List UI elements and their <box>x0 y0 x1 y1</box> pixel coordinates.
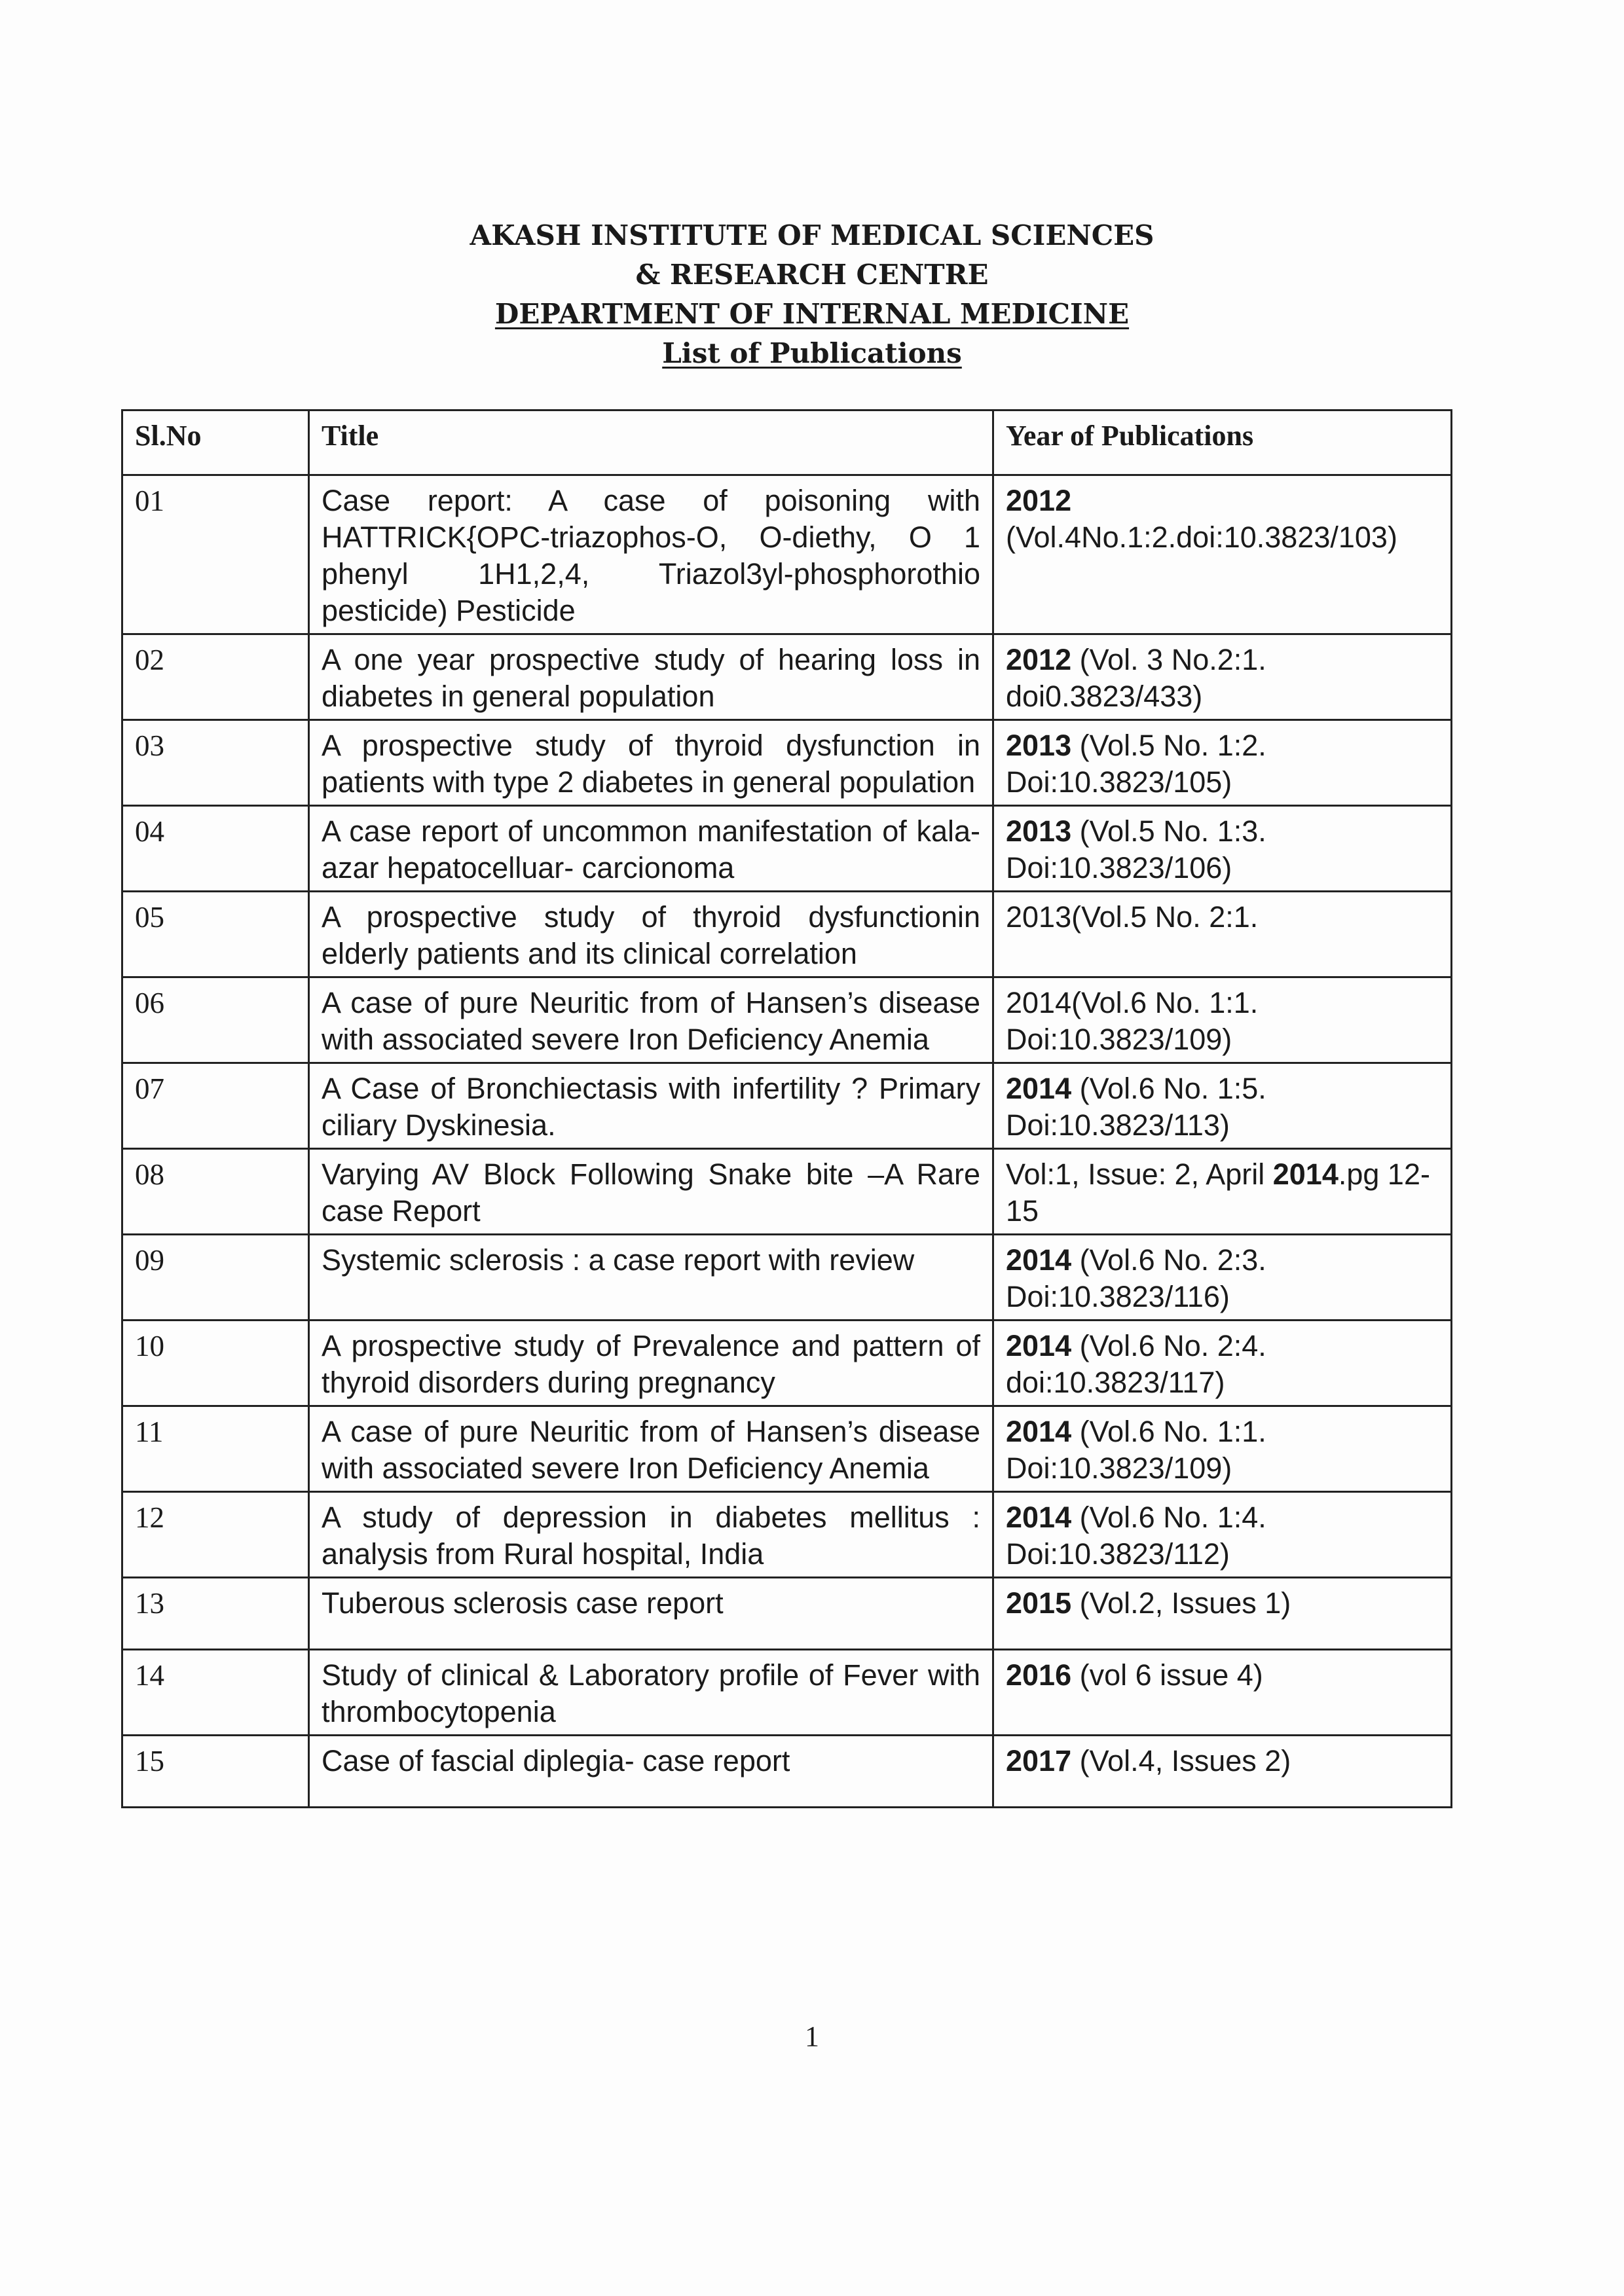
publication-title-cell: A Case of Bronchiectasis with infertility ? Primary ciliary Dyskinesia. <box>309 1063 993 1149</box>
publication-year-cell <box>993 806 1452 892</box>
serial-number-cell: 02 <box>122 634 309 720</box>
publications-table <box>121 409 1452 1808</box>
publication-year-cell <box>993 720 1452 806</box>
publication-year-cell <box>993 1321 1452 1406</box>
publication-details: (vol 6 issue 4) <box>1079 1658 1263 1692</box>
table-header-row <box>122 410 1452 475</box>
serial-number-cell: 07 <box>122 1063 309 1149</box>
table-row <box>122 1650 1452 1736</box>
publication-year: 2014 <box>1006 1415 1072 1448</box>
publication-year: 2015 <box>1006 1586 1072 1620</box>
publication-year-cell <box>993 1492 1452 1578</box>
page-number: 1 <box>805 2020 819 2052</box>
publication-year-cell <box>993 892 1452 977</box>
list-title: List of Publications <box>662 337 962 369</box>
publication-details: (Vol. 3 No.2:1. doi0.3823/433) <box>1006 643 1266 713</box>
publication-details: (Vol.6 No. 1:4. Doi:10.3823/112) <box>1006 1501 1266 1571</box>
publication-details: (Vol.4No.1:2.doi:10.3823/103) <box>1006 520 1397 554</box>
publication-title-cell: Case of fascial diplegia- case report <box>309 1736 993 1808</box>
column-header-year: Year of Publications <box>993 410 1452 475</box>
table-row <box>122 977 1452 1063</box>
serial-number-cell: 10 <box>122 1321 309 1406</box>
publication-year-cell <box>993 475 1452 634</box>
institute-name-line1: AKASH INSTITUTE OF MEDICAL SCIENCES <box>470 219 1154 251</box>
publication-details: (Vol.5 No. 1:3. Doi:10.3823/106) <box>1006 814 1266 884</box>
publication-year: 2016 <box>1006 1658 1072 1692</box>
publication-title-cell: A prospective study of Prevalence and pattern of thyroid disorders during pregnancy <box>309 1321 993 1406</box>
publication-title-cell: Case report: A case of poisoning with HATTRICK{OPC-triazophos-O, O-diethy, O 1 phenyl 1H1,2,4, Triazol3yl-phosphorothio pesticide) Pesticide <box>309 475 993 634</box>
publication-year-cell <box>993 634 1452 720</box>
table-row <box>122 1492 1452 1578</box>
publication-year: 2012 <box>1006 484 1072 517</box>
serial-number-cell: 08 <box>122 1149 309 1235</box>
publication-year: 2014 <box>1006 1329 1072 1362</box>
publication-year: 2013 <box>1006 729 1072 762</box>
publication-title-cell: Study of clinical & Laboratory profile of Fever with thrombocytopenia <box>309 1650 993 1736</box>
publication-details: (Vol.6 No. 2:4. doi:10.3823/117) <box>1006 1329 1266 1399</box>
table-row <box>122 1063 1452 1149</box>
table-row <box>122 634 1452 720</box>
serial-number-cell: 11 <box>122 1406 309 1492</box>
publication-title-cell: A case of pure Neuritic from of Hansen’s disease with associated severe Iron Deficiency Anemia <box>309 1406 993 1492</box>
publication-year: 2013 <box>1006 814 1072 848</box>
table-row <box>122 1235 1452 1321</box>
serial-number-cell: 01 <box>122 475 309 634</box>
publication-year: 2014 <box>1006 1072 1072 1105</box>
publication-title-cell: A prospective study of thyroid dysfunctionin elderly patients and its clinical correlation <box>309 892 993 977</box>
table-row <box>122 1736 1452 1808</box>
table-row <box>122 806 1452 892</box>
column-header-slno: Sl.No <box>122 410 309 475</box>
publication-title-cell: Systemic sclerosis : a case report with review <box>309 1235 993 1321</box>
publication-title-cell: Tuberous sclerosis case report <box>309 1578 993 1650</box>
serial-number-cell: 15 <box>122 1736 309 1808</box>
publication-details: 2014(Vol.6 No. 1:1. Doi:10.3823/109) <box>1006 986 1259 1056</box>
table-row <box>122 1578 1452 1650</box>
column-header-title: Title <box>309 410 993 475</box>
publication-title-cell: A case of pure Neuritic from of Hansen’s disease with associated severe Iron Deficiency Anemia <box>309 977 993 1063</box>
institute-name-line2: & RESEARCH CENTRE <box>635 259 989 291</box>
table-row <box>122 1406 1452 1492</box>
publication-year-cell <box>993 1578 1452 1650</box>
publication-year: 2014 <box>1006 1243 1072 1277</box>
serial-number-cell: 06 <box>122 977 309 1063</box>
publication-details: (Vol.6 No. 1:1. Doi:10.3823/109) <box>1006 1415 1266 1485</box>
publication-title-cell: A one year prospective study of hearing loss in diabetes in general population <box>309 634 993 720</box>
serial-number-cell: 13 <box>122 1578 309 1650</box>
department-title: DEPARTMENT OF INTERNAL MEDICINE <box>494 298 1130 330</box>
publication-year-cell <box>993 1235 1452 1321</box>
publication-title-cell: A prospective study of thyroid dysfunction in patients with type 2 diabetes in general population <box>309 720 993 806</box>
serial-number-cell: 12 <box>122 1492 309 1578</box>
publication-details: (Vol.5 No. 1:2. Doi:10.3823/105) <box>1006 729 1266 799</box>
publication-year: 2014 <box>1006 1501 1072 1534</box>
table-row <box>122 720 1452 806</box>
publication-year: 2014 <box>1272 1157 1338 1191</box>
publication-year-cell <box>993 1149 1452 1235</box>
publication-year: 2017 <box>1006 1744 1072 1777</box>
publication-details: (Vol.2, Issues 1) <box>1079 1586 1291 1620</box>
serial-number-cell: 09 <box>122 1235 309 1321</box>
serial-number-cell: 03 <box>122 720 309 806</box>
table-row <box>122 475 1452 634</box>
table-body <box>122 475 1452 1808</box>
publication-details: (Vol.6 No. 2:3. Doi:10.3823/116) <box>1006 1243 1266 1313</box>
publication-year-cell <box>993 1406 1452 1492</box>
publication-year-cell <box>993 977 1452 1063</box>
publication-year: 2012 <box>1006 643 1072 676</box>
serial-number-cell: 05 <box>122 892 309 977</box>
table-row <box>122 1149 1452 1235</box>
publication-pages: .pg 12-15 <box>1006 1157 1430 1228</box>
table-row <box>122 1321 1452 1406</box>
publication-details: (Vol.6 No. 1:5. Doi:10.3823/113) <box>1006 1072 1266 1142</box>
publication-title-cell: Varying AV Block Following Snake bite –A Rare case Report <box>309 1149 993 1235</box>
publication-details: 2013(Vol.5 No. 2:1. <box>1006 900 1259 934</box>
publication-year-cell <box>993 1650 1452 1736</box>
publication-title-cell: A study of depression in diabetes mellitus : analysis from Rural hospital, India <box>309 1492 993 1578</box>
table-row <box>122 892 1452 977</box>
publication-details: Vol:1, Issue: 2, April <box>1006 1157 1265 1191</box>
publication-year-cell <box>993 1736 1452 1808</box>
publication-title-cell: A case report of uncommon manifestation of kala-azar hepatocelluar- carcionoma <box>309 806 993 892</box>
serial-number-cell: 04 <box>122 806 309 892</box>
publication-details: (Vol.4, Issues 2) <box>1079 1744 1291 1777</box>
serial-number-cell: 14 <box>122 1650 309 1736</box>
document-header <box>0 216 1624 373</box>
publication-year-cell <box>993 1063 1452 1149</box>
